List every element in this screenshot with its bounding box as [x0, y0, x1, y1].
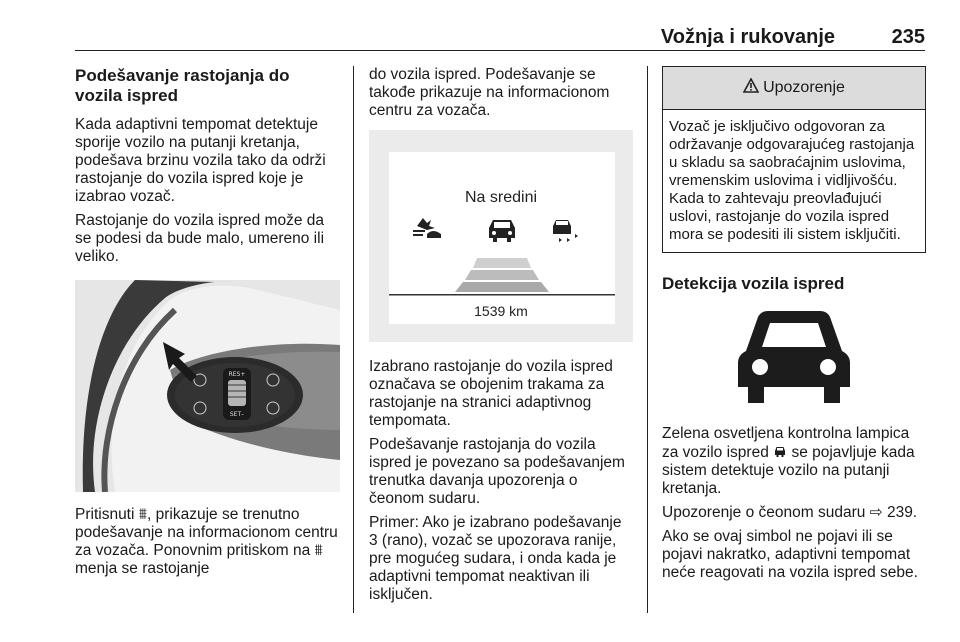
header-title: Vožnja i rukovanje: [660, 26, 835, 48]
column-divider: [353, 66, 354, 613]
column-2: [369, 66, 633, 610]
paragraph: Ako se ovaj simbol ne pojavi ili se pojavi nakratko, adaptivni tempomat neće reagovati na vozila ispred sebe.: [662, 528, 918, 581]
column-1: [75, 66, 340, 584]
paragraph: Podešavanje rastojanja do vozila ispred je povezano sa podešavanjem trenutka davanja upozorenja o čeonom sudaru.: [369, 436, 625, 507]
steering-wheel-photo: [75, 280, 340, 492]
warning-text: Vozač je isključivo odgovoran za održavanje odgovarajućeg rastojanja u skladu sa saobraćajnim uslovima, vremenskim uslovima i vidljivošću. Kada to zahtevaju preovlađujući uslovi, rastojanje do vozila ispred mora se podesiti ili sistem isključiti.: [669, 118, 915, 243]
warning-triangle-icon: [743, 78, 759, 98]
section-heading: Detekcija vozila ispred: [662, 274, 845, 293]
vehicle-ahead-icon: [662, 303, 926, 411]
odometer: 1539 km: [474, 303, 528, 319]
driver-info-display: [369, 130, 633, 342]
column-divider: [647, 66, 648, 613]
paragraph: Kada adaptivni tempomat detektuje sporije vozilo na putanji kretanja, podešava brzinu vozila tako da održi rastojanje do vozila ispred koje je izabrao vozač.: [75, 116, 326, 205]
paragraph: Rastojanje do vozila ispred može da se podesi da bude malo, umereno ili veliko.: [75, 212, 325, 265]
display-title: Na sredini: [464, 189, 538, 206]
page-number: 235: [891, 26, 925, 48]
res-label: RES+: [228, 371, 246, 378]
warning-header: [663, 67, 925, 110]
vehicle-ahead-icon: [773, 444, 787, 460]
paragraph: do vozila ispred. Podešavanje se takođe prikazuje na informacionom centru za vozača.: [369, 66, 610, 119]
cross-reference: Upozorenje o čeonom sudaru ⇨ 239.: [662, 504, 918, 521]
paragraph: Primer: Ako je izabrano podešavanje 3 (rano), vozač se upozorava ranije, pre mogućeg sudara, i onda kada je adaptivni tempomat neaktivan ili isključen.: [369, 514, 622, 603]
column-3: [662, 66, 926, 588]
warning-box: [662, 66, 926, 253]
set-label: SET–: [229, 411, 245, 418]
section-heading: Podešavanje rastojanja do vozila ispred: [75, 66, 290, 105]
warning-title: Upozorenje: [763, 79, 845, 96]
paragraph: Izabrano rastojanje do vozila ispred označava se obojenim trakama za rastojanje na stranici adaptivnog tempomata.: [369, 358, 613, 429]
paragraph: Zelena osvetljena kontrolna lampica za vozilo ispred se pojavljuje kada sistem detektuje vozilo na putanji kretanja.: [662, 425, 915, 497]
paragraph: Pritisnuti ⩩, prikazuje se trenutno podešavanje na informacionom centru za vozača. Ponovnim pritiskom na ⩩ menja se rastojanje: [75, 506, 338, 577]
page-header: [75, 0, 925, 51]
